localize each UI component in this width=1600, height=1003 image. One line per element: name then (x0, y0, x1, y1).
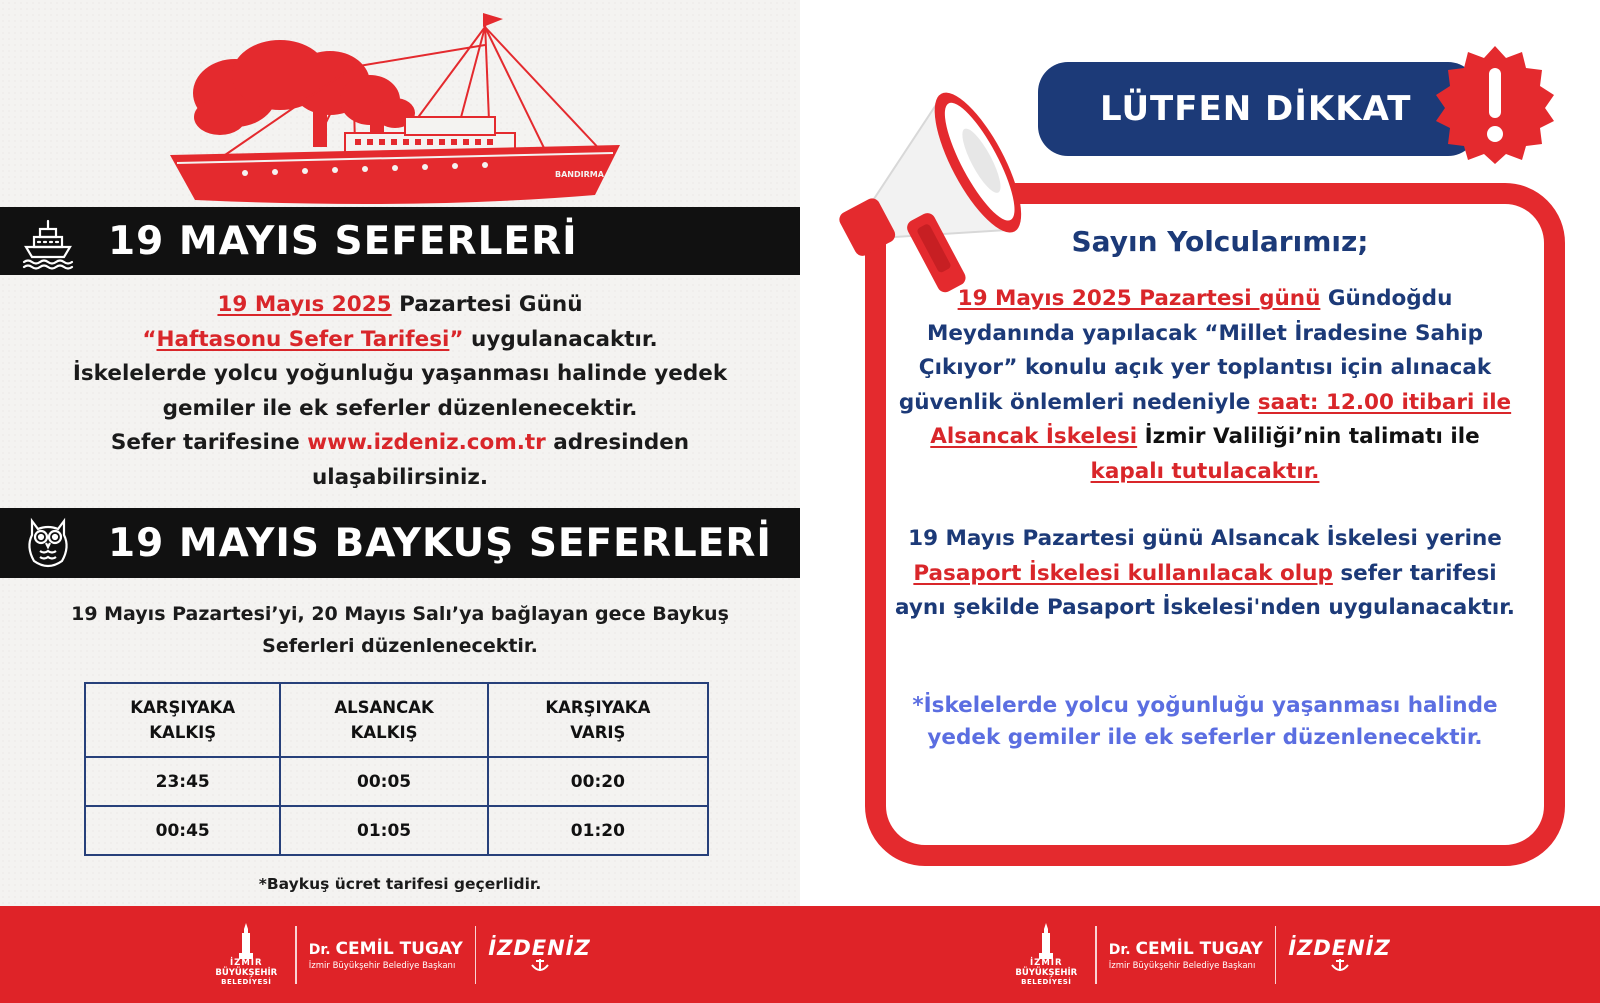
izdeniz-wordmark: İZDENİZ (1288, 935, 1391, 960)
mayor-role: İzmir Büyükşehir Belediye Başkanı (1108, 960, 1256, 971)
logo-izmir: İZMİR (1030, 958, 1063, 968)
alt-pier-schedule: sefer tarifesi aynı şekilde Pasaport İskelesi'nden uygulanacaktır. (895, 560, 1515, 620)
tariff-applies: uygulanacaktır. (463, 326, 658, 352)
fare-note: *Baykuş ücret tarifesi geçerlidir. (258, 875, 542, 893)
mayor-signature (1109, 938, 1263, 972)
table-row (85, 806, 708, 855)
table-cell: 01:20 (488, 806, 708, 855)
mayor-name-line (1109, 938, 1263, 961)
attention-pill (1038, 62, 1478, 156)
izdeniz-logo (1288, 937, 1390, 973)
anchor-icon (528, 959, 552, 973)
mayor-title: Dr. (1108, 941, 1136, 958)
col-header-alsancak-kalkis: ALSANCAK KALKIŞ (280, 683, 487, 757)
ship-name: BANDIRMA (555, 170, 604, 179)
mayor-signature (309, 938, 463, 972)
closure-time: saat: 12.00 itibari ile (1257, 389, 1512, 415)
table-cell: 00:20 (488, 757, 708, 806)
logo-belediyesi: BELEDİYESİ (1021, 978, 1072, 986)
alt-pier-intro: 19 Mayıs Pazartesi günü Alsancak İskelesi yerine (908, 526, 1502, 551)
izmir-bb-logo (209, 923, 283, 986)
footer-divider (1275, 926, 1277, 984)
notice-date: 19 Mayıs 2025 (217, 292, 392, 317)
table-cell: 01:05 (280, 806, 487, 855)
exclamation-badge-icon (1432, 42, 1558, 168)
banner-title-baykus: 19 MAYIS BAYKUŞ SEFERLERİ (108, 520, 772, 566)
footer-divider (1095, 926, 1097, 984)
logo-buyuksehir: BÜYÜKŞEHİR (1015, 968, 1078, 978)
attention-title: LÜTFEN DİKKAT (1100, 89, 1412, 129)
footer-divider (295, 926, 297, 984)
owl-icon (18, 513, 78, 573)
seferler-notice (30, 288, 770, 495)
col-header-karsiyaka-varis: KARŞIYAKA VARIŞ (488, 683, 708, 757)
logo-izmir: İZMİR (230, 958, 263, 968)
closure-notice (895, 282, 1515, 489)
banner-baykus (0, 508, 800, 578)
quote-close: ” (449, 326, 464, 352)
tariff-link-pre: Sefer tarifesine (110, 430, 308, 455)
extra-ferries-note: İskelelerde yolcu yoğunluğu yaşanması halinde yedek gemiler ile ek seferler düzenlenecektir. (72, 361, 728, 421)
table-cell: 00:45 (85, 806, 280, 855)
table-cell: 00:05 (280, 757, 487, 806)
extra-ferries-footnote: *İskelelerde yolcu yoğunluğu yaşanması halinde yedek gemiler ile ek seferler düzenlenecektir. (912, 693, 1498, 750)
banner-title-seferler: 19 MAYIS SEFERLERİ (108, 218, 578, 264)
tower-logo-icon (235, 923, 257, 959)
closure-authority: İzmir Valiliği’nin talimatı ile (1137, 424, 1480, 449)
closed-pier: Alsancak İskelesi (930, 424, 1138, 449)
col-header-karsiyaka-kalkis: KARŞIYAKA KALKIŞ (85, 683, 280, 757)
footer-divider (475, 926, 477, 984)
closure-reason: Gündoğdu Meydanında yapılacak “Millet İradesine Sahip Çıkıyor” konulu açık yer toplantısı için alınacak güvenlik önlemleri nedeniyle (898, 286, 1492, 415)
right-panel (800, 0, 1600, 1003)
quote-open: “ (142, 326, 157, 352)
greeting: Sayın Yolcularımız; (1071, 225, 1369, 258)
table-row (85, 757, 708, 806)
tower-logo-icon (1035, 923, 1057, 959)
izmir-bb-logo (1009, 923, 1083, 986)
logo-buyuksehir: BÜYÜKŞEHİR (215, 968, 278, 978)
alternative-pier: Pasaport İskelesi kullanılacak olup (913, 560, 1333, 586)
logo-belediyesi: BELEDİYESİ (221, 978, 272, 986)
cruise-ship-icon (18, 211, 78, 271)
izdeniz-logo (488, 937, 590, 973)
ship-illustration (165, 5, 625, 215)
notice-day: Pazartesi Günü (391, 292, 583, 317)
mayor-name-line (309, 938, 463, 961)
alternative-pier-notice (895, 522, 1515, 626)
closure-status: kapalı tutulacaktır. (1090, 458, 1320, 484)
izdeniz-wordmark: İZDENİZ (488, 935, 591, 960)
tariff-link-post: adresinden ulaşabilirsiniz. (311, 430, 690, 490)
anchor-icon (1328, 959, 1352, 973)
mayor-role: İzmir Büyükşehir Belediye Başkanı (308, 960, 456, 971)
mayor-name: CEMİL TUGAY (335, 938, 463, 959)
closure-date: 19 Mayıs 2025 Pazartesi günü (957, 286, 1321, 311)
tariff-name: Haftasonu Sefer Tarifesi (156, 326, 450, 352)
footer-left (0, 906, 800, 1003)
footer-right (800, 906, 1600, 1003)
banner-seferler (0, 207, 800, 275)
baykus-schedule-table (84, 682, 709, 856)
megaphone-icon (812, 62, 1052, 312)
baykus-description: 19 Mayıs Pazartesi’yi, 20 Mayıs Salı’ya bağlayan gece Baykuş Seferleri düzenlenecektir. (71, 603, 729, 657)
izdeniz-link[interactable]: www.izdeniz.com.tr (307, 430, 546, 455)
table-header-row (85, 683, 708, 757)
mayor-title: Dr. (308, 941, 336, 958)
mayor-name: CEMİL TUGAY (1135, 938, 1263, 959)
table-cell: 23:45 (85, 757, 280, 806)
